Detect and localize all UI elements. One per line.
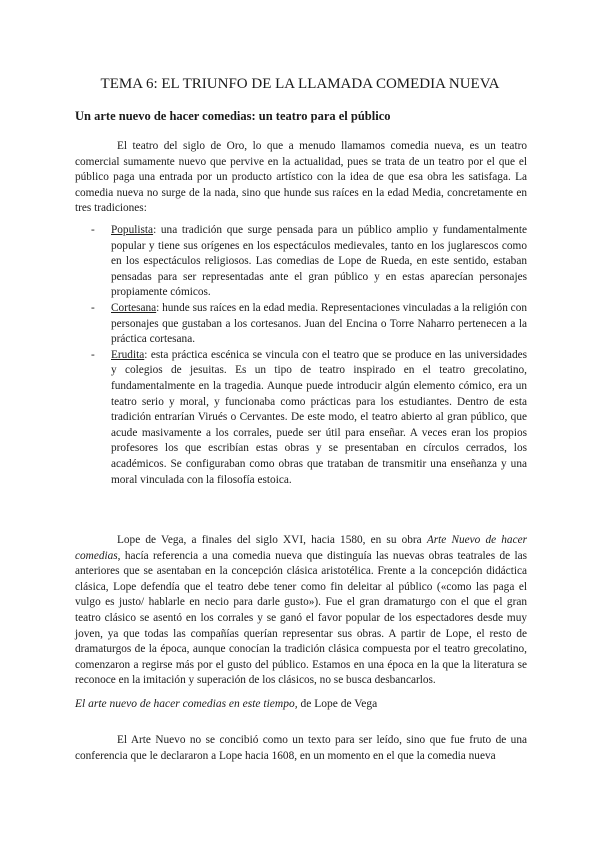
traditions-list <box>75 223 527 488</box>
bullet-marker: - <box>91 348 95 361</box>
tradition-term: Populista <box>111 224 154 236</box>
tradition-description: : esta práctica escénica se vincula con el teatro que se produce en las universidades y colegios de jesuitas. Es un tipo de teatro inspirado en el teatro grecolatino, fundamentalmente en la tragedia. Aunque puede introducir algún elemento cómico, era un teatro serio y moral, y funcionaba como prácticas para los estudiantes. Dentro de esta tradición entrarían Virués o Cervantes. De este modo, el teatro abierto al gran público, que acude masivamente a los corrales, puede ser útil para enseñar. A veces eran los propios profesores los que escribían estas obras y se presentaban en círculos cerrados, los académicos. Se configuraban como obras que trataban de transmitir una enseñanza y una moral vinculada con la filosofía estoica. <box>111 348 527 486</box>
section-heading <box>75 697 377 713</box>
tradition-item-cortesana <box>75 301 527 348</box>
lope-text-start: Lope de Vega, a finales del siglo XVI, hacia 1580, en su obra <box>117 534 427 546</box>
bullet-marker: - <box>91 224 95 236</box>
tradition-description: : hunde sus raíces en la edad media. Representaciones vinculadas a la religión con personajes que gustaban a los cortesanos. Juan del Encina o Torre Naharro pertenecen a la práctica cortesana. <box>111 301 527 346</box>
page-title: TEMA 6: EL TRIUNFO DE LA LLAMADA COMEDIA NUEVA <box>100 76 500 92</box>
section-subheading: Un arte nuevo de hacer comedias: un teatro para el público <box>75 109 391 123</box>
final-paragraph: El Arte Nuevo no se concibió como un texto para ser leído, sino que fue fruto de una conferencia que le declararon a Lope hacia 1608, en un momento en el que la comedia nueva <box>75 734 527 762</box>
tradition-term: Erudita <box>111 348 145 361</box>
section-heading-author: de Lope de Vega <box>297 698 378 710</box>
section-heading-title: El arte nuevo de hacer comedias en este tiempo, <box>75 698 298 710</box>
lope-paragraph <box>75 533 527 689</box>
tradition-term: Cortesana <box>111 301 157 314</box>
tradition-item-erudita <box>75 348 527 488</box>
intro-paragraph: El teatro del siglo de Oro, lo que a menudo llamamos comedia nueva, es un teatro comercial sumamente nuevo que pervive en la actualidad, pues se trata de un teatro por el que el público paga una entrada por un producto artístico con la idea de que esa obra les satisfaga. La comedia nueva no surge de la nada, sino que hunde sus raíces en la edad Media, concretamente en tres tradiciones: <box>75 140 527 215</box>
tradition-item-populista <box>75 223 527 301</box>
tradition-description: : una tradición que surge pensada para un público amplio y fundamentalmente popular y tiene sus orígenes en los espectáculos medievales, tanto en los juglarescos como en los espectáculos religiosos. Las comedias de Lope de Rueda, en este sentido, estaban pensadas para ser representadas ante el gran público y en estas aparecían personajes propiamente cómicos. <box>111 224 527 299</box>
bullet-marker: - <box>91 301 95 314</box>
work-title: Arte Nuevo de hacer comedias <box>75 534 528 562</box>
lope-text-rest: , hacía referencia a una comedia nueva que distinguía las nuevas obras teatrales de las anteriores que se asentaban en la concepción clásica aristotélica. Frente a la concepción didáctica clásica, Lope defendía que el teatro debe tener como fin deleitar al público («como las paga el vulgo es justo/ hablarle en necio para darle gusto»). Fue el gran dramaturgo con el que el gran teatro clásico se asentó en los corrales y se ganó el favor popular de los espectadores desde muy joven, ya que todas las compañías querían representar sus obras. A partir de Lope, el resto de dramaturgos de la época, aunque conocían la tradición clásica compuesta por el teatro grecolatino, comenzaron a regirse más por el gusto del público. Estamos en una época en la que la literatura se reconoce en la imitación y superación de los clásicos, no se busca desbancarlos. <box>75 549 527 687</box>
